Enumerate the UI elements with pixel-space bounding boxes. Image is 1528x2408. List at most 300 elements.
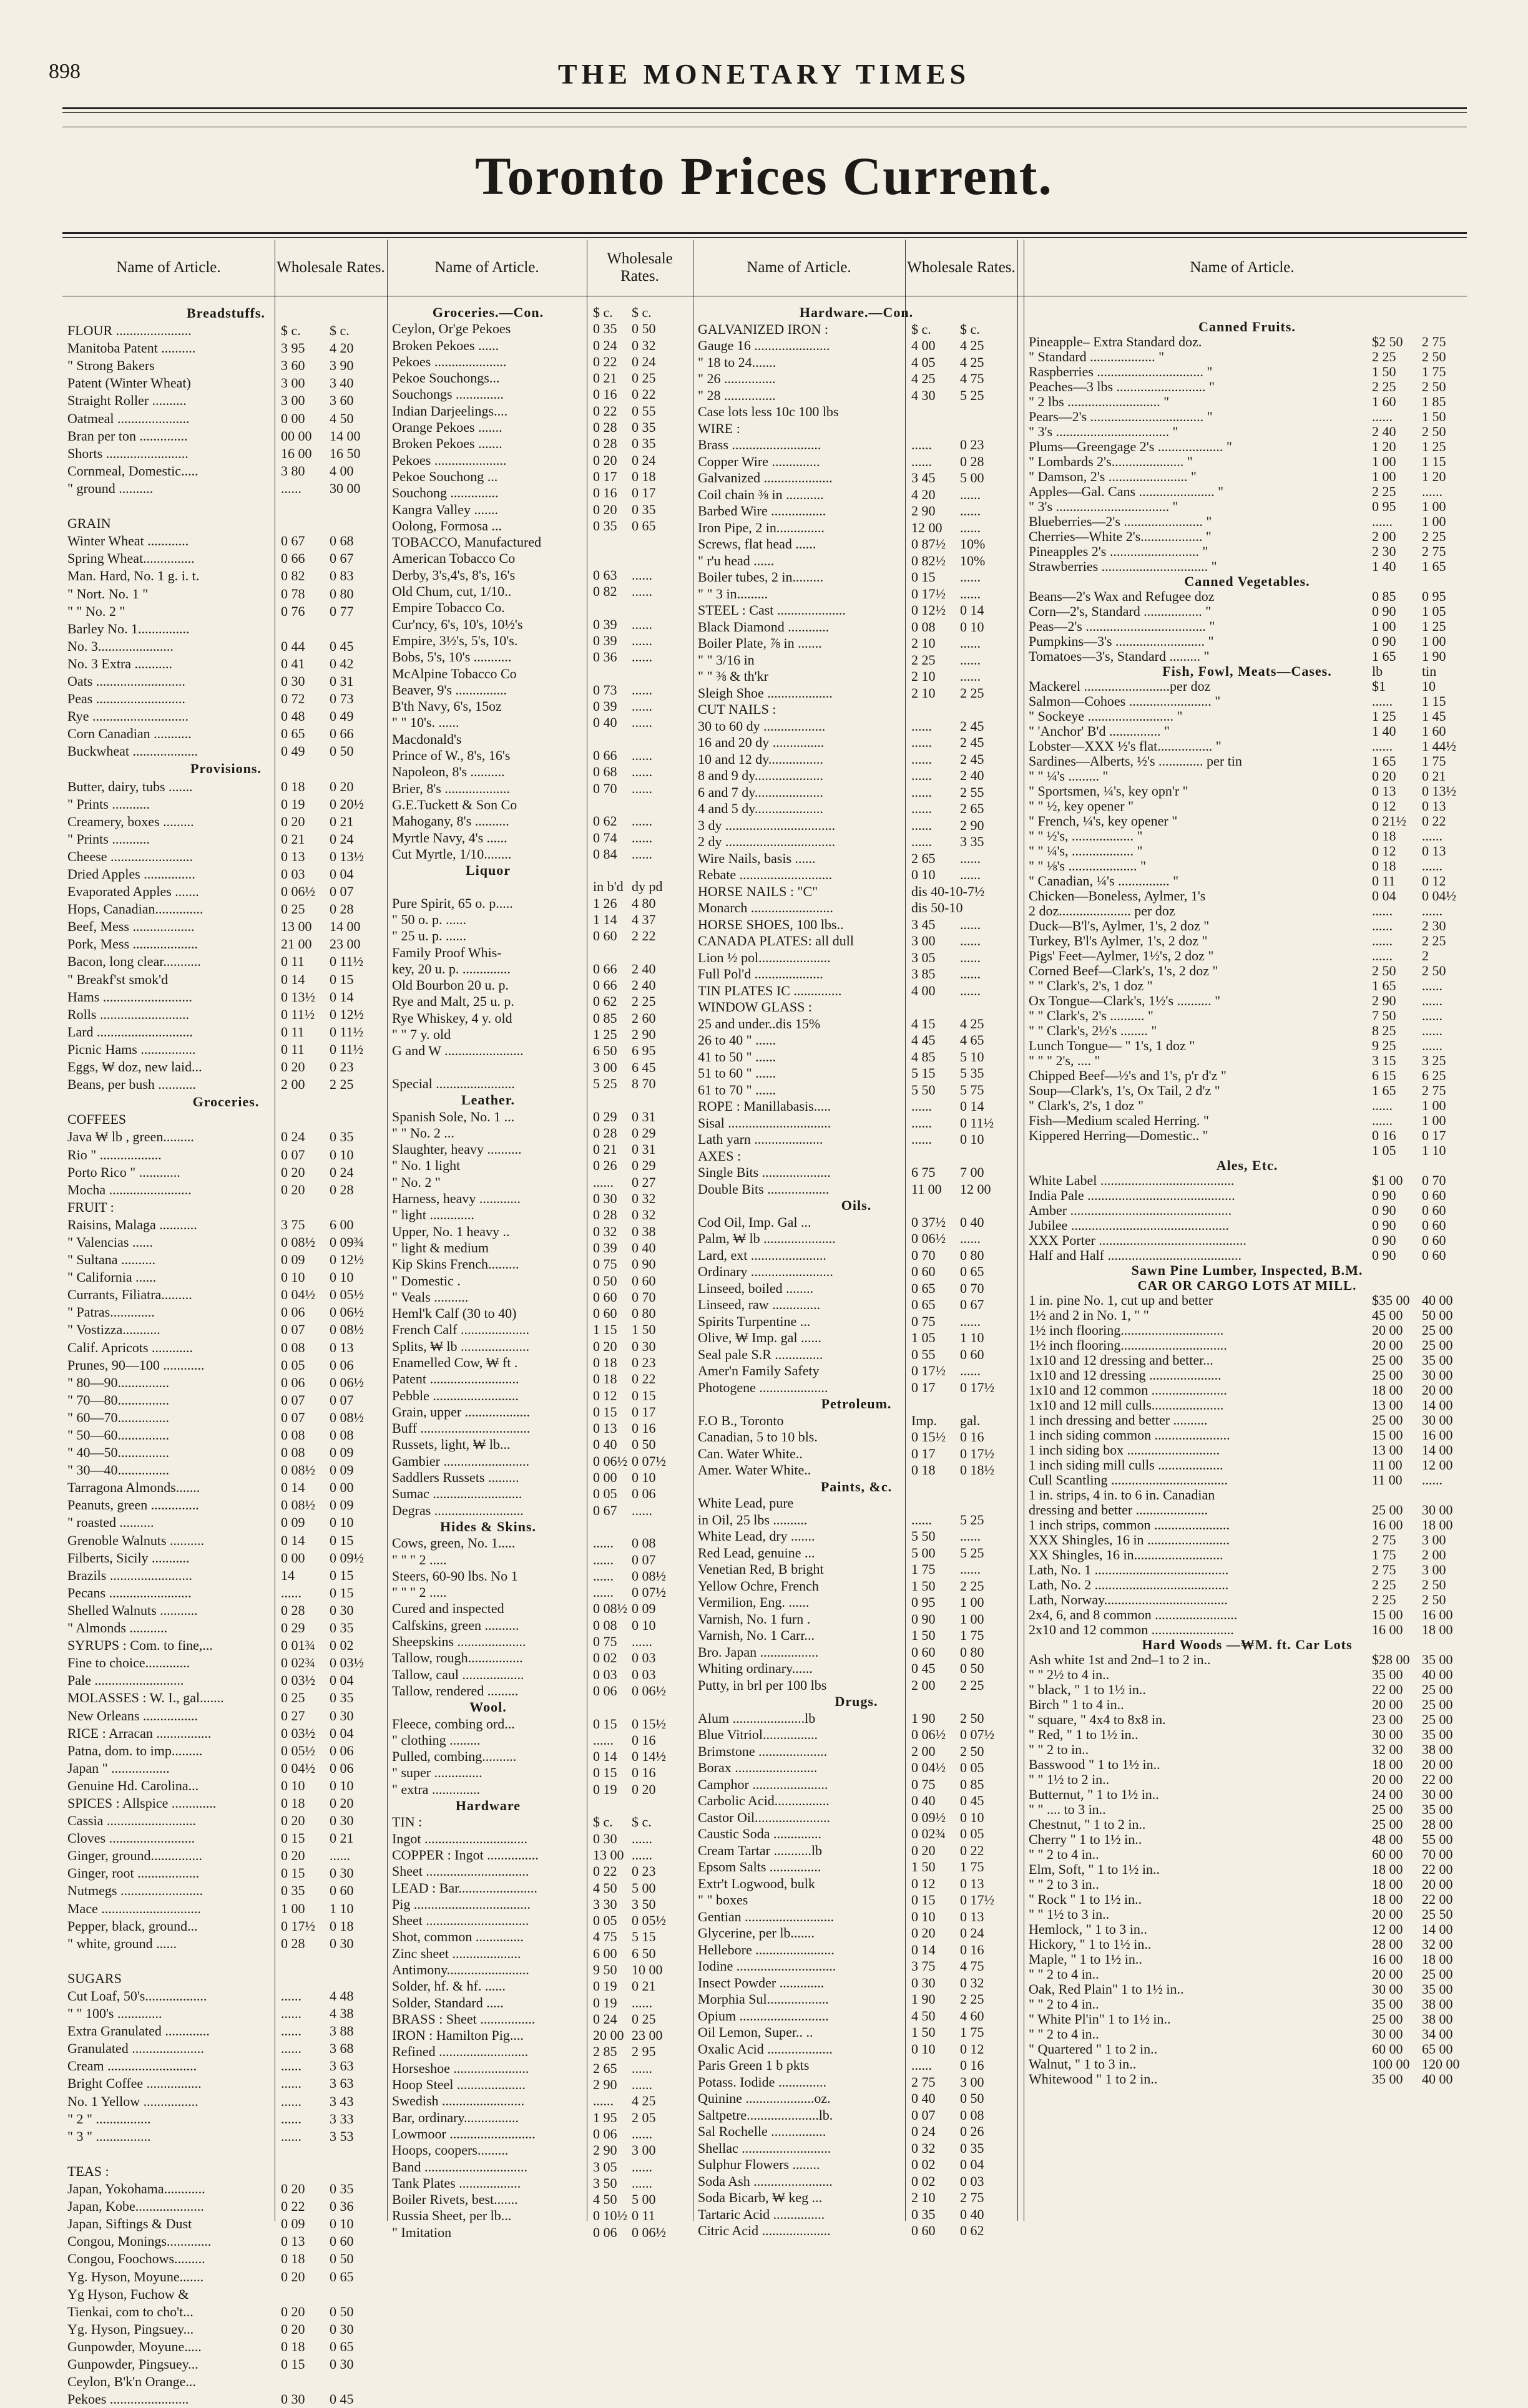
rate-low: 0 37½: [911, 1214, 946, 1230]
rate-high: ......: [632, 813, 652, 829]
article-name: Hops, Canadian..............: [67, 901, 203, 917]
price-row: [392, 911, 656, 928]
rate-low: 5 25: [593, 1075, 617, 1091]
rate-high: 0 20: [330, 778, 354, 794]
price-row: [67, 2286, 384, 2303]
article-name: " 60—70...............: [67, 1409, 169, 1425]
article-name: 6 and 7 dy....................: [698, 784, 823, 800]
rate-low: 1 05: [911, 1330, 936, 1345]
rate-low: ......: [281, 2075, 301, 2092]
article-name: Patent (Winter Wheat): [67, 375, 191, 391]
price-row: [698, 966, 1015, 983]
price-row: [1029, 799, 1466, 814]
article-name: " " ½'s, .................. ": [1029, 829, 1143, 844]
rate-high: 0 17½: [960, 1892, 994, 1908]
rate-low: 0 90: [1372, 633, 1396, 649]
rate-low: 2 25: [1372, 349, 1396, 364]
price-row: [67, 357, 384, 374]
article-name: Cull Scantling ..................................: [1029, 1473, 1228, 1488]
rate-high: 1 75: [1422, 753, 1446, 769]
rate-low: 2 65: [911, 850, 936, 866]
price-row: [698, 586, 1015, 603]
rate-high: 1 00: [1422, 514, 1446, 529]
rate-low: 60 00: [1372, 2041, 1403, 2057]
price-row: [1029, 334, 1466, 349]
article-name: Harness, heavy ............: [392, 1191, 521, 1207]
rate-low: 0 00: [281, 410, 305, 426]
article-name: Peas—2's ................................... ": [1029, 619, 1215, 634]
rate-high: 5 00: [960, 470, 984, 485]
article-name: COPPER : Ingot ...............: [392, 1846, 539, 1863]
price-row: [698, 437, 1015, 454]
price-row: [698, 1942, 1015, 1959]
article-name: Salmon—Cohoes ........................ ": [1029, 694, 1221, 709]
rate-low: 0 08: [593, 1617, 617, 1633]
price-row: [698, 1876, 1015, 1893]
rate-low: 18 00: [1372, 1861, 1403, 1877]
article-name: 8 and 9 dy....................: [698, 768, 823, 783]
rate-low: 1 40: [1372, 723, 1396, 739]
article-name: Breadstuffs.: [187, 305, 265, 321]
rate-low: ......: [911, 718, 932, 734]
rate-high: $ c.: [632, 1814, 652, 1830]
price-row: [698, 338, 1015, 354]
price-row: [392, 1896, 656, 1913]
rate-high: ......: [1422, 1472, 1442, 1488]
rate-low: 1 50: [911, 2024, 936, 2040]
price-row: [1029, 1787, 1466, 1802]
price-row: [67, 638, 384, 655]
article-name: Hoop Steel ....................: [392, 2077, 526, 2093]
article-name: Sisal ..............................: [698, 1114, 831, 1131]
rate-low: 0 28: [593, 1207, 617, 1223]
price-row: [1029, 1413, 1466, 1428]
article-name: LEAD : Bar.......................: [392, 1879, 537, 1896]
price-row: [698, 2206, 1015, 2223]
article-name: Wool.: [469, 1699, 507, 1715]
article-name: " ground ..........: [67, 480, 154, 496]
price-row: [1029, 1278, 1466, 1293]
price-row: [698, 1760, 1015, 1777]
rate-high: 0 65: [960, 1264, 984, 1279]
col2-rates-header: Wholesale Rates.: [607, 250, 673, 285]
rate-high: 6 00: [330, 1216, 354, 1232]
article-name: Raspberries ............................... ": [1029, 364, 1213, 379]
price-row: [698, 1164, 1015, 1181]
price-row: [1029, 1053, 1466, 1068]
price-row: [67, 708, 384, 725]
rate-high: 0 32: [632, 1191, 656, 1207]
rate-low: 1 60: [1372, 394, 1396, 409]
article-name: Maple, " 1 to 1½ in..: [1029, 1952, 1142, 1967]
rate-high: 2 50: [1422, 424, 1446, 439]
article-name: Lath, No. 1 .......................................: [1029, 1562, 1229, 1577]
price-row: [392, 1879, 656, 1896]
price-row: [392, 1634, 652, 1650]
article-name: Cherries—White 2's.................. ": [1029, 529, 1212, 544]
rate-low: 3 15: [1372, 1053, 1396, 1068]
rate-low: 0 65: [281, 726, 305, 742]
rate-low: 0 20: [911, 1842, 936, 1858]
rate-high: 0 60: [1422, 1247, 1446, 1263]
rate-low: 0 28: [593, 1124, 617, 1141]
rate-high: 0 10: [330, 2216, 354, 2232]
rate-high: 0 08½: [632, 1567, 666, 1584]
price-row: [67, 1023, 384, 1041]
rate-high: 1 50: [1422, 409, 1446, 424]
price-row: [67, 1164, 384, 1181]
rate-low: 3 00: [593, 1059, 617, 1075]
rate-high: 0 18: [330, 1918, 354, 1934]
price-row: [67, 1602, 384, 1619]
price-row: [698, 1082, 1015, 1099]
rate-high: 0 30: [330, 1602, 354, 1618]
rate-high: 0 08½: [330, 1322, 364, 1338]
article-name: " 'Anchor' B'd ............... ": [1029, 724, 1170, 739]
rate-low: 2 90: [593, 2077, 617, 2093]
price-row: [698, 2024, 1015, 2041]
section-heading: [392, 1798, 584, 1814]
price-row: [698, 1793, 1015, 1810]
price-row: [698, 1826, 1015, 1843]
rate-high: 0 70: [1422, 1172, 1446, 1188]
rate-high: 0 06: [330, 1760, 354, 1776]
article-name: " Valencias ......: [67, 1234, 153, 1250]
price-row: [67, 2075, 384, 2092]
article-name: Hard Woods —₩M. ft. Car Lots: [1142, 1637, 1353, 1652]
article-name: Whiting ordinary......: [698, 1660, 813, 1676]
article-name: No. 1 Yellow ................: [67, 2093, 198, 2109]
price-row: [698, 1098, 1015, 1115]
article-name: Bar, ordinary................: [392, 2109, 519, 2125]
rate-low: 0 11: [281, 953, 305, 970]
price-row: [67, 2338, 384, 2356]
rate-low: 0 20: [281, 1813, 305, 1829]
rate-high: 2 90: [960, 817, 984, 833]
article-name: " r'u head ......: [698, 552, 775, 568]
rate-low: 0 30: [281, 2391, 305, 2407]
rate-low: 0 90: [1372, 1217, 1396, 1233]
price-row: [392, 666, 584, 682]
article-name: Cream Tartar ...........lb: [698, 1842, 823, 1858]
price-row: [392, 1239, 656, 1256]
rate-high: 10: [1422, 678, 1436, 694]
article-name: Oxalic Acid ...................: [698, 2040, 833, 2057]
rate-low: 0 14: [911, 1941, 936, 1957]
price-row: [698, 371, 1015, 388]
price-row: [67, 1409, 384, 1426]
price-row: [67, 1392, 384, 1409]
rate-high: 0 11½: [330, 1041, 364, 1057]
price-row: [698, 2173, 1015, 2190]
rate-low: 4 75: [593, 1929, 617, 1945]
price-row: [67, 778, 384, 796]
article-name: Cheese ........................: [67, 848, 193, 864]
price-row: [1029, 1398, 1466, 1413]
article-name: Copper Wire ..............: [698, 453, 820, 469]
rate-low: 0 65: [911, 1280, 936, 1296]
rate-low: 0 62: [593, 813, 617, 829]
rate-low: 0 09: [281, 1514, 305, 1531]
rate-high: ......: [632, 2077, 652, 2093]
rate-high: 0 07½: [632, 1584, 666, 1601]
article-name: Pumpkins—3's .......................... ": [1029, 634, 1214, 649]
rate-high: 0 50: [330, 2303, 354, 2319]
price-row: [392, 1141, 656, 1158]
article-name: Pekoe Souchong ...: [392, 468, 498, 484]
article-name: " Patras.............: [67, 1304, 155, 1320]
rate-low: 30 00: [1372, 1727, 1403, 1742]
rate-high: 55 00: [1422, 1831, 1453, 1847]
rate-low: 2 00: [281, 1076, 305, 1093]
price-row: [698, 1545, 1015, 1562]
article-name: Evaporated Apples .......: [67, 884, 199, 900]
price-row: [1029, 978, 1466, 993]
rate-low: 2 85: [593, 2044, 617, 2060]
rate-high: 14 00: [330, 919, 361, 935]
price-row: [67, 2040, 384, 2057]
article-name: Single Bits ....................: [698, 1164, 831, 1180]
article-name: Sardines—Alberts, ½'s ............. per tin: [1029, 754, 1242, 769]
price-row: [392, 928, 656, 944]
rate-high: ......: [960, 949, 981, 965]
rate-high: 0 35: [960, 2140, 984, 2156]
rate-low: 0 20: [281, 1164, 305, 1180]
price-row: [698, 1561, 1015, 1578]
price-row: [67, 392, 384, 409]
rate-low: 0 06: [593, 2125, 617, 2142]
price-row: [392, 1929, 656, 1945]
price-row: [67, 1216, 384, 1234]
article-name: " " 2 to 4 in..: [1029, 1967, 1099, 1982]
article-name: " 2 lbs ........................... ": [1029, 394, 1170, 409]
rate-high: 10 00: [632, 1961, 663, 1977]
rate-low: 4 15: [911, 1015, 936, 1031]
article-name: Alum .....................lb: [698, 1710, 816, 1726]
price-row: [67, 1041, 384, 1058]
rate-high: 0 07½: [632, 1453, 666, 1469]
rate-high: 2 75: [1422, 334, 1446, 349]
article-name: Oak, Red Plain" 1 to 1½ in..: [1029, 1982, 1184, 1997]
article-name: " " 1½ to 2 in..: [1029, 1772, 1110, 1787]
rate-low: 4 05: [911, 354, 936, 370]
rate-high: 1 15: [1422, 693, 1446, 709]
rate-low: 0 17½: [911, 585, 946, 602]
rate-low: 0 05: [593, 1913, 617, 1929]
rate-high: ......: [1422, 1038, 1442, 1053]
rate-low: ......: [1372, 738, 1393, 754]
rate-low: 0 18: [281, 778, 305, 794]
price-row: [67, 585, 384, 603]
article-name: 3 dy ................................: [698, 817, 835, 833]
rate-high: ......: [960, 486, 981, 502]
rate-low: 0 11: [1372, 873, 1396, 889]
rate-low: $2 50: [1372, 334, 1403, 349]
price-row: [698, 1380, 1015, 1397]
article-name: Carbolic Acid................: [698, 1793, 830, 1808]
rate-low: 0 21: [281, 831, 305, 847]
rate-low: 0 08: [281, 1339, 305, 1355]
rate-high: 2 25: [960, 1577, 984, 1594]
rate-low: 3 50: [593, 2175, 617, 2191]
rate-high: ......: [632, 1502, 652, 1518]
rate-low: 1 50: [911, 1577, 936, 1594]
rate-low: 0 76: [281, 603, 305, 619]
rate-high: ......: [960, 503, 981, 519]
article-name: Congou, Monings.............: [67, 2233, 212, 2250]
article-name: Enamelled Cow, ₩ ft .: [392, 1355, 518, 1370]
rate-low: 0 18: [911, 1462, 936, 1478]
rate-low: 0 75: [911, 1776, 936, 1792]
rate-low: 0 14: [281, 1532, 305, 1548]
price-row: [1029, 1128, 1466, 1143]
price-row: [67, 445, 384, 462]
article-name: Sheet ..............................: [392, 1913, 529, 1929]
article-name: " 50—60...............: [67, 1427, 169, 1443]
article-name: Linseed, raw ..............: [698, 1297, 821, 1312]
article-name: " super ..............: [392, 1765, 482, 1781]
article-name: 1x10 and 12 mill culls.....................: [1029, 1398, 1224, 1413]
rate-low: 2 75: [1372, 1532, 1396, 1548]
price-row: [698, 851, 1015, 867]
rate-low: 3 60: [281, 358, 305, 374]
rate-low: 0 68: [593, 764, 617, 780]
rate-high: 0 60: [1422, 1187, 1446, 1203]
rate-high: 0 23: [632, 1355, 656, 1370]
rate-low: 3 95: [281, 340, 305, 356]
rate-low: in b'd: [593, 879, 624, 895]
article-name: Mocha ........................: [67, 1181, 192, 1197]
article-name: 25 and under..dis 15%: [698, 1015, 821, 1031]
rate-low: 0 15: [593, 1765, 617, 1781]
rate-low: ......: [281, 1584, 301, 1601]
rate-low: ......: [911, 801, 932, 816]
rate-high: 4 65: [960, 1032, 984, 1048]
article-name: Quinine ....................oz.: [698, 2090, 831, 2106]
rate-low: 2 50: [1372, 963, 1396, 978]
price-row: [392, 1486, 656, 1502]
article-name: Opium ..........................: [698, 2007, 829, 2024]
price-row: [1029, 1952, 1466, 1967]
article-name: " 40—50...............: [67, 1445, 169, 1461]
rate-high: 14 00: [1422, 1442, 1453, 1458]
rate-low: $ c.: [281, 323, 301, 339]
price-row: [67, 1461, 384, 1479]
article-name: No. 3......................: [67, 638, 174, 654]
rate-high: 4 25: [632, 2093, 656, 2109]
rate-low: 1 65: [1372, 978, 1396, 993]
rate-high: gal.: [960, 1412, 981, 1428]
price-row: [698, 1446, 1015, 1463]
price-row: [1029, 1068, 1466, 1083]
rate-high: 0 06: [330, 1357, 354, 1373]
article-name: Cut Loaf, 50's..................: [67, 1988, 207, 2004]
section-heading: [1029, 664, 1466, 679]
rate-high: 2 95: [632, 2044, 656, 2060]
article-name: Pale ..........................: [67, 1672, 184, 1689]
rate-low: 0 87½: [911, 536, 946, 552]
rate-low: 1 20: [1372, 439, 1396, 454]
rate-low: 12 00: [911, 519, 943, 535]
rate-high: ......: [632, 632, 652, 648]
article-name: " " .... to 3 in..: [1029, 1802, 1106, 1817]
rate-low: ......: [593, 1174, 614, 1190]
article-name: Eggs, ₩ doz, new laid...: [67, 1059, 202, 1075]
price-row: [1029, 379, 1466, 394]
rate-high: 22 00: [1422, 1891, 1453, 1907]
price-row: [1029, 469, 1466, 484]
rate-low: 14: [281, 1567, 295, 1583]
article-name: " Sultana ..........: [67, 1252, 155, 1268]
rate-high: 16 50: [330, 445, 361, 461]
article-name: Ceylon, B'k'n Orange...: [67, 2374, 196, 2390]
article-name: Hardware.—Con.: [799, 305, 914, 320]
rate-low: 1 15: [593, 1322, 617, 1338]
price-row: [698, 1413, 1015, 1430]
rate-high: ......: [632, 829, 652, 846]
article-name: FLOUR ......................: [67, 323, 192, 339]
rate-high: ......: [1422, 1023, 1442, 1038]
section-heading: [1029, 1637, 1466, 1652]
price-row: [392, 1601, 656, 1617]
article-name: Saltpetre.....................lb.: [698, 2107, 833, 2123]
rate-low: 4 50: [593, 1879, 617, 1896]
article-name: Cassia ..........................: [67, 1813, 196, 1829]
rate-low: 11 00: [1372, 1457, 1403, 1473]
rate-high: 0 49: [330, 708, 354, 724]
rate-low: 5 15: [911, 1065, 936, 1081]
rate-high: 23 00: [632, 2027, 663, 2044]
rate-low: 1 00: [1372, 618, 1396, 634]
rate-high: 1 44½: [1422, 738, 1456, 754]
rate-high: 3 40: [330, 375, 354, 391]
price-row: [1029, 1248, 1466, 1263]
rate-low: 0 24: [593, 2011, 617, 2027]
article-name: HORSE NAILS : "C": [698, 883, 818, 899]
rate-high: ......: [960, 933, 981, 948]
price-row: [1029, 1443, 1466, 1458]
price-row: [392, 1256, 656, 1272]
page-title: Toronto Prices Current.: [475, 146, 1053, 206]
rate-low: 0 15: [911, 569, 936, 585]
price-row: [1029, 754, 1466, 769]
rate-low: 0 70: [593, 780, 617, 796]
rate-low: 20 00: [1372, 1322, 1403, 1338]
article-name: " Clark's, 2's, 1 doz ": [1029, 1098, 1144, 1113]
price-row: [698, 1016, 1015, 1033]
rate-high: 35 00: [1422, 1727, 1453, 1742]
article-name: Currants, Filiatra.........: [67, 1287, 192, 1303]
rate-high: 4 60: [960, 2007, 984, 2024]
rate-low: 0 32: [593, 1223, 617, 1239]
price-row: [698, 1810, 1015, 1826]
price-row: [1029, 889, 1466, 904]
rate-high: 3 90: [330, 358, 354, 374]
article-name: Oats ..........................: [67, 673, 185, 689]
price-row: [67, 339, 384, 357]
article-name: Pork, Mess ...................: [67, 936, 198, 952]
rate-low: 0 02¾: [911, 1826, 946, 1841]
rate-low: 0 20: [1372, 768, 1396, 784]
rate-high: 0 45: [330, 2391, 354, 2407]
article-name: Elm, Soft, " 1 to 1½ in..: [1029, 1862, 1160, 1877]
rate-low: 0 20: [281, 1059, 305, 1075]
rate-low: 0 10: [911, 1908, 936, 1924]
price-row: [1029, 1023, 1466, 1038]
article-name: Caustic Soda ..............: [698, 1826, 821, 1841]
article-name: Hickory, " 1 to 1½ in..: [1029, 1937, 1152, 1952]
rate-low: 1 05: [1372, 1143, 1396, 1158]
